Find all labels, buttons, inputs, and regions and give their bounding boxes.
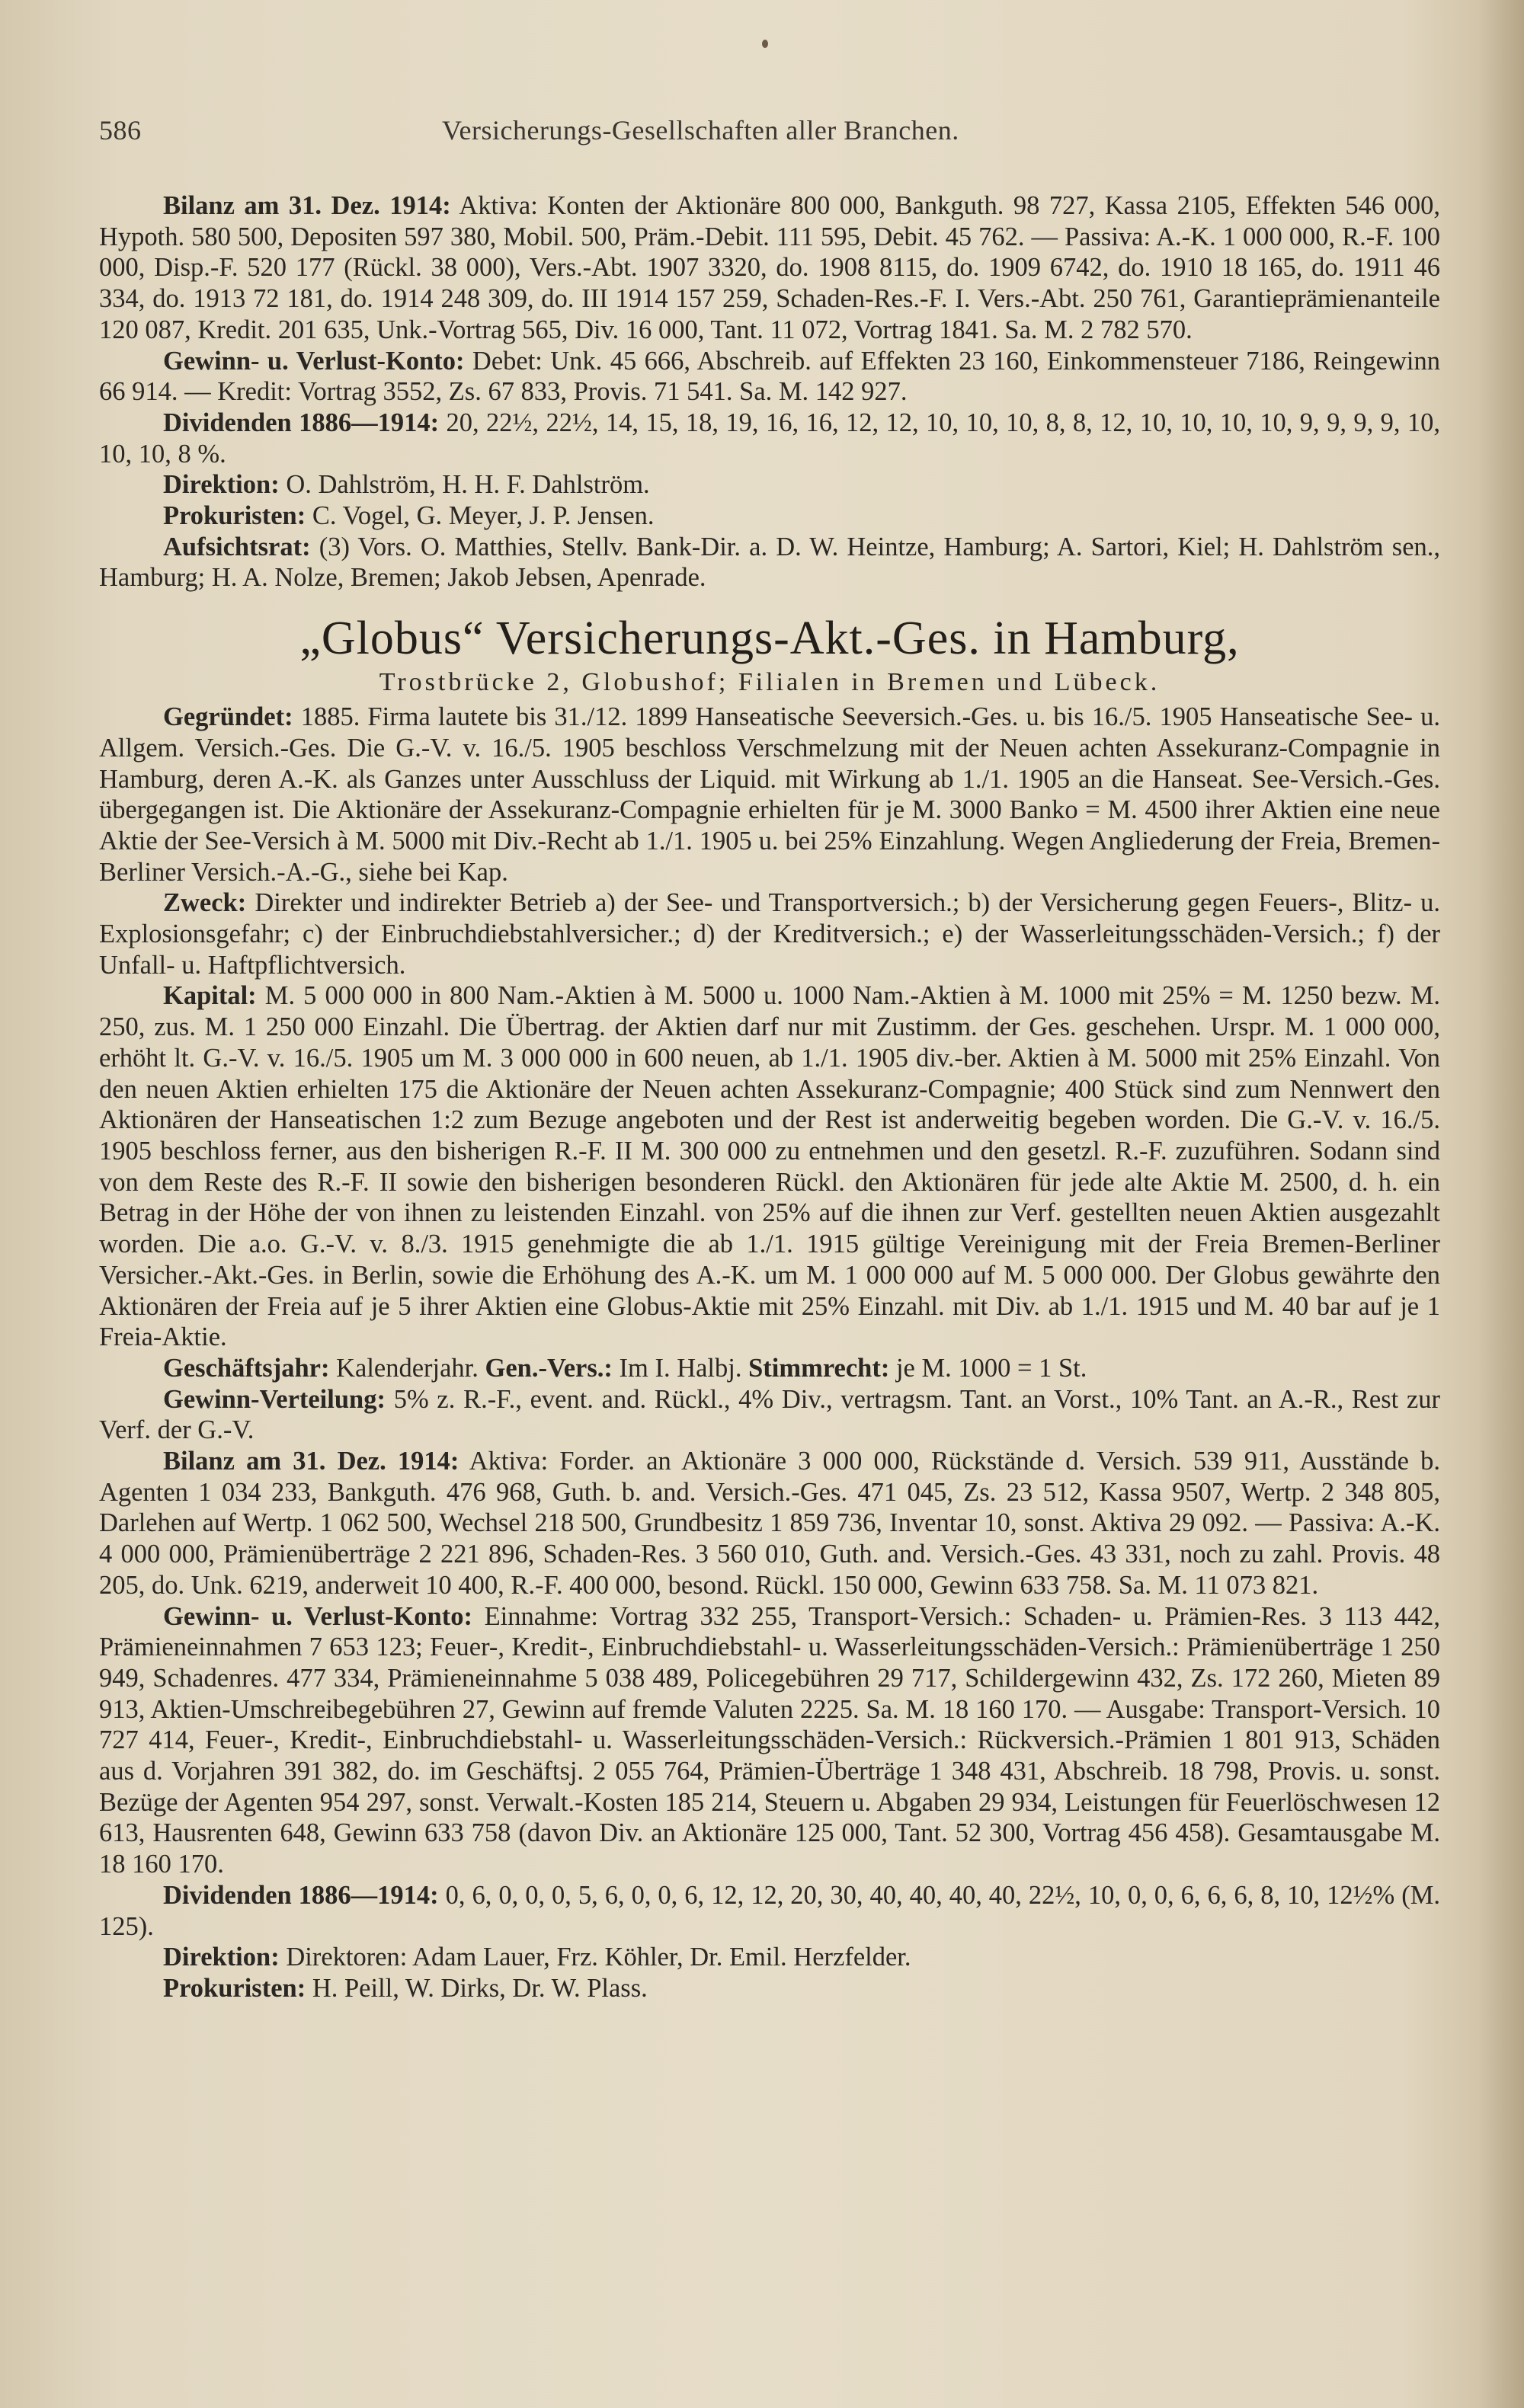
stimmrecht-label: Stimmrecht:: [748, 1353, 890, 1383]
prev-guv-paragraph: [99, 346, 1440, 408]
kapital-text: M. 5 000 000 in 800 Nam.-Aktien à M. 5000 u. 1000 Nam.-Aktien à M. 1000 mit 25% = M. 1250 bezw. M. 250, zus. M. 1 250 000 Einzahl. Die Übertrag. der Aktien darf nur mit Zustimm. der Ges. geschehen. Urspr. M. 1 000 000, erhöht lt. G.-V. v. 16./5. 1905 um M. 3 000 000 in 600 neuen, ab 1./1. 1905 div.-ber. Aktien à M. 5000 mit 25% Einzahl. Von den neuen Aktien erhielten 175 die Aktionäre der Neuen achten Assekuranz-Compagnie; 400 Stück sind zum Nennwert den Aktionären der Hanseatischen 1:2 zum Bezuge angeboten und der Rest ist anderweitig begeben worden. Die G.-V. v. 16./5. 1905 beschloss ferner, aus den bisherigen R.-F. II M. 300 000 zu entnehmen und den gesetzl. R.-F. zuzuführen. Sodann sind von dem Reste des R.-F. II sowie den bisherigen besonderen Rückl. den Aktionären für jede alte Aktie M. 2500, d. h. ein Betrag in der Höhe der von ihnen zu leistenden Einzahl. von 25% auf die ihnen zur Verf. gestellten neuen Aktien ausgezahlt worden. Die a.o. G.-V. v. 8./3. 1915 genehmigte die ab 1./1. 1915 gültige Vereinigung mit der Freia Bremen-Berliner Versicher.-Akt.-Ges. in Berlin, sowie die Erhöhung des A.-K. um M. 1 000 000 auf M. 5 000 000. Der Globus gewährte den Aktionären der Freia auf je 5 ihrer Aktien eine Globus-Aktie mit 25% Einzahl. mit Div. ab 1./1. 1915 und M. 40 bar auf je 1 Freia-Aktie.: [99, 981, 1440, 1352]
company-title: „Globus“ Versicherungs-Akt.-Ges. in Hamburg,: [299, 612, 1240, 665]
guv-text: Einnahme: Vortrag 332 255, Transport-Versich.: Schaden- u. Prämien-Res. 3 113 442, Prämieneinnahmen 7 653 123; Feuer-, Kredit-, Einbruchdiebstahl- u. Wasserleitungsschäden-Versich.: Prämienüberträge 1 250 949, Schadenres. 477 334, Prämieneinnahme 5 038 489, Policegebühren 29 717, Schildergewinn 432, Zs. 172 260, Mieten 89 913, Aktien-Umschreibegebühren 27, Gewinn auf fremde Valuten 2225. Sa. M. 18 160 170. — Ausgabe: Transport-Versich. 10 727 414, Feuer-, Kredit-, Einbruchdiebstahl- u. Wasserleitungsschäden-Versich.: Rückversich.-Prämien 1 801 913, Schäden aus d. Vorjahren 391 382, do. im Geschäftsj. 2 055 764, Prämien-Überträge 1 348 431, Abschreib. 18 798, Provis. u. sonst. Bezüge der Agenten 954 297, sonst. Verwalt.-Kosten 185 214, Steuern u. Abgaben 29 934, Leistungen für Feuerlöschwesen 12 613, Hausrenten 648, Gewinn 633 758 (davon Div. an Aktionäre 125 000, Tant. 52 300, Vortrag 456 458). Gesamtausgabe M. 18 160 170.: [99, 1601, 1440, 1879]
dividenden-paragraph: [99, 1880, 1440, 1942]
prev-prokuristen-text: C. Vogel, G. Meyer, J. P. Jensen.: [312, 501, 655, 531]
bilanz-text: Aktiva: Forder. an Aktionäre 3 000 000, Rückstände d. Versich. 539 911, Ausstände b. Agenten 1 034 233, Bankguth. 476 968, Guth. b. and. Versich.-Ges. 471 045, Zs. 23 512, Kassa 9507, Wertp. 2 348 805, Darlehen auf Wertp. 1 062 500, Wechsel 218 500, Grundbesitz 1 859 736, Inventar 10, sonst. Aktiva 29 092. — Passiva: A.-K. 4 000 000, Prämienüberträge 2 221 896, Schaden-Res. 3 560 010, Guth. and. Versich.-Ges. 43 331, noch zu zahl. Provis. 48 205, do. Unk. 6219, anderweit 10 400, R.-F. 400 000, besond. Rückl. 150 000, Gewinn 633 758. Sa. M. 11 073 821.: [99, 1447, 1440, 1600]
gewinnverteilung-text: 5% z. R.-F., event. and. Rückl., 4% Div., vertragsm. Tant. an Vorst., 10% Tant. an A.-R., Rest zur Verf. der G.-V.: [99, 1384, 1440, 1445]
kapital-label: Kapital:: [163, 981, 257, 1011]
prev-dividenden-label: Dividenden 1886—1914:: [163, 408, 440, 437]
prev-bilanz-text: Aktiva: Konten der Aktionäre 800 000, Bankguth. 98 727, Kassa 2105, Effekten 546 000, Hypoth. 580 500, Depositen 597 380, Mobil. 500, Präm.-Debit. 111 595, Debit. 45 762. — Passiva: A.-K. 1 000 000, R.-F. 100 000, Disp.-F. 520 177 (Rückl. 38 000), Vers.-Abt. 1907 3320, do. 1908 8115, do. 1909 6742, do. 1910 18 165, do. 1911 46 334, do. 1913 72 181, do. 1914 248 309, do. III 1914 157 259, Schaden-Res.-F. I. Vers.-Abt. 250 761, Garantieprämienanteile 120 087, Kredit. 201 635, Unk.-Vortrag 565, Div. 16 000, Tant. 11 072, Vortrag 1841. Sa. M. 2 782 570.: [99, 191, 1440, 344]
dividenden-text: 0, 6, 0, 0, 0, 5, 6, 0, 0, 6, 12, 12, 20, 30, 40, 40, 40, 40, 22½, 10, 0, 0, 6, 6, 6, 8, 10, 12½% (M. 125).: [99, 1880, 1441, 1941]
direktion-label: Direktion:: [163, 1943, 280, 1972]
prev-bilanz-paragraph: [99, 190, 1440, 346]
page-edge-shadow: [1478, 0, 1524, 2408]
gewinnverteilung-paragraph: [99, 1384, 1440, 1446]
geschaeftsjahr-paragraph: [99, 1353, 1440, 1384]
company-address: Trostbrücke 2, Globushof; Filialen in Bremen und Lübeck.: [379, 668, 1161, 697]
geschaeftsjahr-label: Geschäftsjahr:: [163, 1353, 330, 1383]
running-title: Versicherungs-Gesellschaften aller Branchen.: [442, 115, 959, 146]
geschaeftsjahr-text: Kalenderjahr.: [336, 1353, 479, 1383]
zweck-text: Direkter und indirekter Betrieb a) der See- und Transportversich.; b) der Versicherung gegen Feuers-, Blitz- u. Explosionsgefahr; c) der Einbruchdiebstahlversicher.; d) der Kreditversich.; e) der Wasserleitungsschäden-Versich.; f) der Unfall- u. Haftpflichtversich.: [99, 888, 1441, 980]
page-number: 586: [99, 115, 142, 146]
prokuristen-text: H. Peill, W. Dirks, Dr. W. Plass.: [312, 1973, 648, 2003]
prev-aufsichtsrat-text: (3) Vors. O. Matthies, Stellv. Bank-Dir. a. D. W. Heintze, Hamburg; A. Sartori, Kiel; H. Dahlström sen., Hamburg; H. A. Nolze, Bremen; Jakob Jebsen, Apenrade.: [99, 532, 1441, 593]
prev-bilanz-label: Bilanz am 31. Dez. 1914:: [163, 191, 451, 220]
stimmrecht-text: je M. 1000 = 1 St.: [895, 1353, 1087, 1383]
direktion-paragraph: [99, 1942, 1440, 1973]
gegruendet-paragraph: [99, 702, 1440, 887]
gewinnverteilung-label: Gewinn-Verteilung:: [163, 1384, 386, 1414]
genvers-text: Im I. Halbj.: [619, 1353, 742, 1383]
dividenden-label: Dividenden 1886—1914:: [163, 1880, 439, 1910]
prev-dividenden-paragraph: [99, 408, 1440, 469]
genvers-label: Gen.-Vers.:: [485, 1353, 613, 1383]
bilanz-paragraph: [99, 1446, 1440, 1601]
bilanz-label: Bilanz am 31. Dez. 1914:: [163, 1447, 459, 1476]
prev-prokuristen-paragraph: [99, 500, 1440, 532]
kapital-paragraph: [99, 980, 1440, 1352]
page-content: [99, 190, 1440, 2004]
prev-prokuristen-label: Prokuristen:: [163, 501, 306, 531]
zweck-label: Zweck:: [163, 888, 247, 918]
ink-spot: [762, 40, 768, 48]
zweck-paragraph: [99, 887, 1440, 980]
prev-direktion-paragraph: [99, 469, 1440, 500]
prev-guv-text: Debet: Unk. 45 666, Abschreib. auf Effekten 23 160, Einkommensteuer 7186, Reingewinn 66 914. — Kredit: Vortrag 3552, Zs. 67 833, Provis. 71 541. Sa. M. 142 927.: [99, 346, 1440, 407]
direktion-text: Direktoren: Adam Lauer, Frz. Köhler, Dr. Emil. Herzfelder.: [286, 1943, 911, 1972]
prev-direktion-label: Direktion:: [163, 470, 280, 500]
prev-guv-label: Gewinn- u. Verlust-Konto:: [163, 346, 465, 376]
guv-paragraph: [99, 1601, 1440, 1880]
prev-aufsichtsrat-label: Aufsichtsrat:: [163, 532, 311, 561]
prokuristen-label: Prokuristen:: [163, 1973, 306, 2003]
guv-label: Gewinn- u. Verlust-Konto:: [163, 1601, 472, 1631]
prev-direktion-text: O. Dahlström, H. H. F. Dahlström.: [286, 470, 650, 500]
gegruendet-label: Gegründet:: [163, 702, 293, 732]
gegruendet-text: 1885. Firma lautete bis 31./12. 1899 Hanseatische Seeversich.-Ges. u. bis 16./5. 1905 Hanseatische See- u. Allgem. Versich.-Ges. Die G.-V. v. 16./5. 1905 beschloss Verschmelzung mit der Neuen achten Assekuranz-Compagnie in Hamburg, deren A.-K. als Ganzes unter Ausschluss der Liquid. mit Wirkung ab 1./1. 1905 an die Hanseat. See-Versich.-Ges. übergegangen ist. Die Aktionäre der Assekuranz-Compagnie erhielten für je M. 3000 Banko = M. 4500 ihrer Aktien eine neue Aktie der See-Versich à M. 5000 mit Div.-Recht ab 1./1. 1905 u. bei 25% Einzahlung. Wegen Angliederung der Freia, Bremen-Berliner Versich.-A.-G., siehe bei Kap.: [99, 702, 1440, 887]
prokuristen-paragraph: [99, 1973, 1440, 2004]
prev-dividenden-text: 20, 22½, 22½, 14, 15, 18, 19, 16, 16, 12, 12, 10, 10, 10, 8, 8, 12, 10, 10, 10, 10, 9, 9, 9, 9, 10, 10, 10, 8 %.: [99, 408, 1441, 468]
prev-aufsichtsrat-paragraph: [99, 532, 1440, 593]
